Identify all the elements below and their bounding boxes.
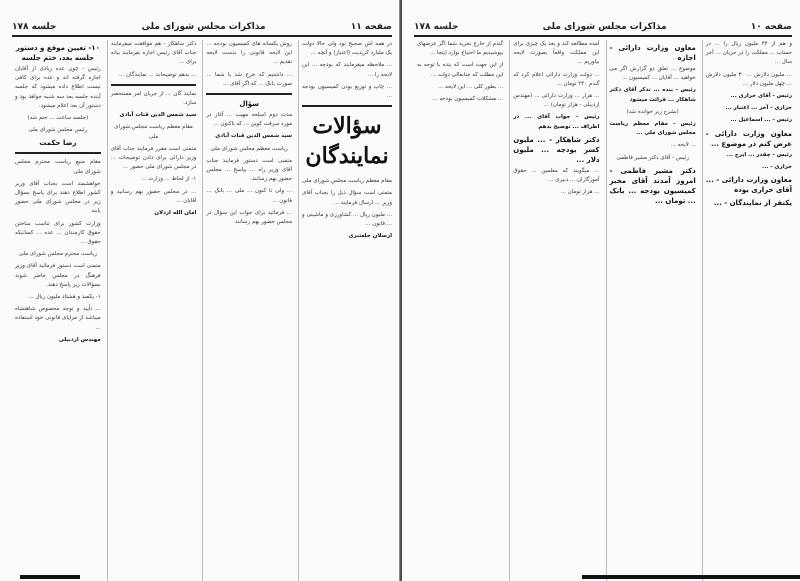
section-rule (302, 105, 392, 107)
right-page (402, 0, 800, 581)
paragraph: متمنی است دستور فرمائید آقای وزیر فرهنگ در مجلس حاضر شوند بسؤالات زیر پاسخ دهند. (15, 263, 101, 288)
page-edge-shadow (582, 575, 800, 579)
paragraph: مقام معظم ریاست مجلس شورای ملی (302, 178, 392, 185)
speaker-line: رئیس - آقای خراری ... (730, 93, 792, 100)
signature: سید شمس الدین قنات آبادی (215, 133, 293, 140)
right-column-4 (414, 40, 503, 581)
paragraph: خواهشمند است بجناب آقای وزیر کشور اطلاع دهند برای پاسخ بسؤال زیر در مجلس شورای ملی حضور یابند (15, 180, 101, 215)
paragraph: ... ولی تا کنون ... ملی ... بانک ... قانون ... (206, 188, 293, 204)
paragraph: آمده مطالعه کند و بعد یک چیزی برای این مملکت واقعاً بصورت لایحه بیاوریم ... (513, 41, 600, 66)
page-number: صفحه ۱۰ (750, 22, 792, 32)
paragraph: ... تأیید و توجه مخصوص شاهنشاه میباشد از مزایای قانونی خود استفاده ... (15, 306, 101, 331)
paragraph: ۱- یکصد و هشتاد ملیون ریال ... (28, 294, 101, 301)
right-columns (414, 40, 792, 581)
paragraph: ... ملیون دلارش ... ۳۰ ملیون دلارش ... چهل ملیون دلار ... (705, 71, 792, 87)
section-rule (206, 93, 292, 95)
paragraph: مقام منیع ریاست محترم مجلس شورای ملی (15, 159, 101, 175)
paragraph: ... فرمائید برای جواب این سؤال در مجلس حضور بهم رسانند (206, 209, 293, 226)
speaker-line: رئیس - ... اسماعیل ... (730, 117, 792, 124)
paragraph: ... دولت وزارت دارائی اعلام کرد که گندم ۲۴۰ تومان ... (513, 71, 600, 87)
publication-title: مذاکرات مجلس شورای ملی (141, 22, 266, 32)
left-column-2 (202, 40, 292, 581)
paragraph: ... هزار تومان ... (560, 189, 600, 196)
page-number: صفحه ۱۱ (350, 22, 392, 32)
paragraph: ... چاپ و توزیع بودن کمیسیون بودجه ... (302, 83, 392, 100)
paragraph: ... میگویند که معلمین ... حقوق آموزگاران ... دبیری ... (513, 167, 600, 184)
paragraph: ... در مجلس حضور بهم رسانید و آقایان ... (110, 188, 197, 204)
signature: سید شمس الدین قنات آبادی (119, 112, 197, 119)
speaker-heading: دکتر مشیر فاطمی - امروز آمدند آقای مخبر کمیسیون بودجه ... بانک ... تومان ... (609, 166, 696, 205)
session-number: جلسه ۱۷۸ (12, 22, 57, 32)
left-column-4 (12, 40, 101, 581)
section-rule (111, 84, 197, 86)
right-page-header (414, 20, 792, 34)
paragraph: مقام معظم ریاست مجلس شورای ملی (114, 124, 193, 140)
speaker-line: خراری - ... (762, 163, 792, 170)
paragraph: نمایند گان ... از جریان امر مستحضر سازد. (110, 90, 197, 107)
signature-name: رضا حکمت (39, 139, 77, 148)
paragraph: رئیس - چون عده زیادی از آقایان اجازه گرفته اند و عده برای کافی نیست اطلاع داده میشود که جلسه آینده جلسه بعد سه شنبه خواهد بود و دستور آن بعد اعلام میشود. (15, 66, 101, 109)
paragraph: ... داشتیم که خرج شد با شما ... صورت بانک ... که اگر آقای ... (206, 71, 293, 87)
page-edge-shadow (20, 575, 80, 579)
speaker-heading: معاون وزارت دارائی - عرض کنم در موضوع ... (705, 129, 792, 148)
questions-section-title: سؤالات نمایندگان (305, 113, 389, 170)
agenda-heading: ۱۰- تعیین موقع و دستور جلسه بعد، ختم جلسه (15, 44, 100, 62)
signature: مهندس اردبیلی (58, 336, 101, 343)
speaker-line: رئیس - جواب آقای ... در اطراف ... توضیح بدهم (513, 114, 600, 130)
speaker-line: خراری - آخر ... اعتبار ... (725, 105, 792, 112)
paragraph: موضوع ... تعلق دو گزارش اگر می خواهید ... آقایان ... کمیسیون ... (609, 66, 696, 82)
speaker-heading: دکتر شاهکار - ... ملیون کسر بودجه ... ملیون دلار ... (513, 135, 600, 164)
header-rule (414, 35, 792, 37)
question-heading: سؤال (239, 100, 260, 109)
right-column-2 (606, 40, 696, 581)
paragraph: وزارت کشور برای تناسب ساختن حقوق کارمندان ... عده ... کسانیکه حقوق ... (15, 220, 101, 246)
section-rule (15, 152, 101, 154)
paragraph: از این جهت است که بنده با توجه به این مطلب که جنابعالی دولت ... (417, 62, 504, 78)
paragraph: در همه اش صحیح بود ولی حالا دولت یک ملیارد کریدیت (اعتبار) و آنچه ... (302, 41, 392, 57)
paragraph: متمنی است سؤال ذیل را بجناب آقای وزیر ... ارسال فرمایند ... (302, 190, 392, 206)
paragraph: و هم از ۴۴ ملیون ریال را ... در حساب ... مملکت را در جریان ... آخر سال ... (705, 41, 792, 66)
paragraph: ریاست معظم مجلس شورای ملی (210, 145, 288, 152)
paragraph: متمنی است مقرر فرمایند جناب آقای وزیر دارائی برای دادن توضیحات ... در مجلس شورای ملی حضور ... (110, 145, 197, 171)
speaker-heading: یکنفر از نمایندگان - ... (713, 199, 792, 208)
left-column-1 (298, 40, 392, 581)
paragraph: ... مشکلات کمیسیون بودجه ... (432, 96, 504, 103)
left-columns (12, 40, 392, 581)
signature: ارسلان خلعتبری (348, 233, 392, 240)
signature: امان الله اردلان (154, 210, 197, 217)
publication-title: مذاکرات مجلس شورای ملی (542, 22, 667, 32)
left-page-header (12, 20, 392, 34)
speaker-line: رئیس - مقام معظم ریاست مجلس شورای ملی ... (609, 121, 696, 137)
right-column-1 (702, 40, 792, 581)
speaker-line: رئیس - بنده ... تذکر آقای دکتر شاهکار ... قرائت میشود (609, 87, 696, 103)
paragraph: متمنی است دستور فرمایند جناب آقای وزیر راه ... بپاسخ ... مجلس حضور بهم رسانند. (206, 157, 293, 183)
speaker-line: رئیس - چقدر ... ایرج ... (726, 151, 792, 158)
left-column-3 (107, 40, 197, 581)
paragraph: ... بدهم توضیحات ... نمایندگان ... (119, 71, 197, 78)
speaker-heading: معاون وزارت دارائی - ... آقای خراری بوده (705, 176, 792, 195)
paragraph: ریاست محترم مجلس شورای ملی (18, 251, 97, 258)
header-rule (12, 35, 392, 37)
paragraph: گندم از خارج بخرید شما اگر عرضهای بپوشیدیم ما احتیاج بوارد اینجا ... (417, 41, 504, 57)
paragraph: ... ملاحظه میفرمایند که بودجه ... این لایحه را ... (302, 62, 392, 78)
speaker-heading: معاون وزارت دارائی - اجازه (609, 44, 696, 62)
right-column-3 (509, 40, 599, 581)
speaker-line: رئیس - آقای دکتر مشیر فاطمی (616, 154, 689, 161)
paragraph: ... ملیون ریال ... کشاورزی و ماشینی و ... قانون ... (302, 211, 392, 228)
session-number: جلسه ۱۷۸ (414, 22, 459, 32)
paragraph: ... بطور کلی ... این لایحه ... (438, 83, 504, 90)
paragraph: (جلسه ساعت ... ختم شد) (27, 115, 89, 122)
paragraph: ... هزار ... وزارت دارائی ... (مهندس اردبیلی - هزار تومان) ... (513, 93, 600, 109)
paragraph: ... لایحه ... (670, 142, 696, 149)
signature-label: رئیس مجلس شورای ملی (28, 127, 88, 134)
paragraph: ۱- از لحاظ ... وزارت ... (141, 176, 197, 183)
paragraph: دکتر شاهکار - هم موافقت میفرمایند جناب آقای رئیس اجازه بفرمایند بیانه برای ... (110, 41, 197, 66)
paragraph: (بشرح زیر خوانده شد) (626, 108, 679, 115)
paragraph: مدت دوم اسلحه مهیب ... آغاز در مورد سرقت کوین ... که تاکنون ... (206, 112, 293, 128)
paragraph: روش یکسانه های کمیسیون بودجه ... این لایحه قانونی را بدست لایحه تقدیم ... (206, 41, 293, 66)
